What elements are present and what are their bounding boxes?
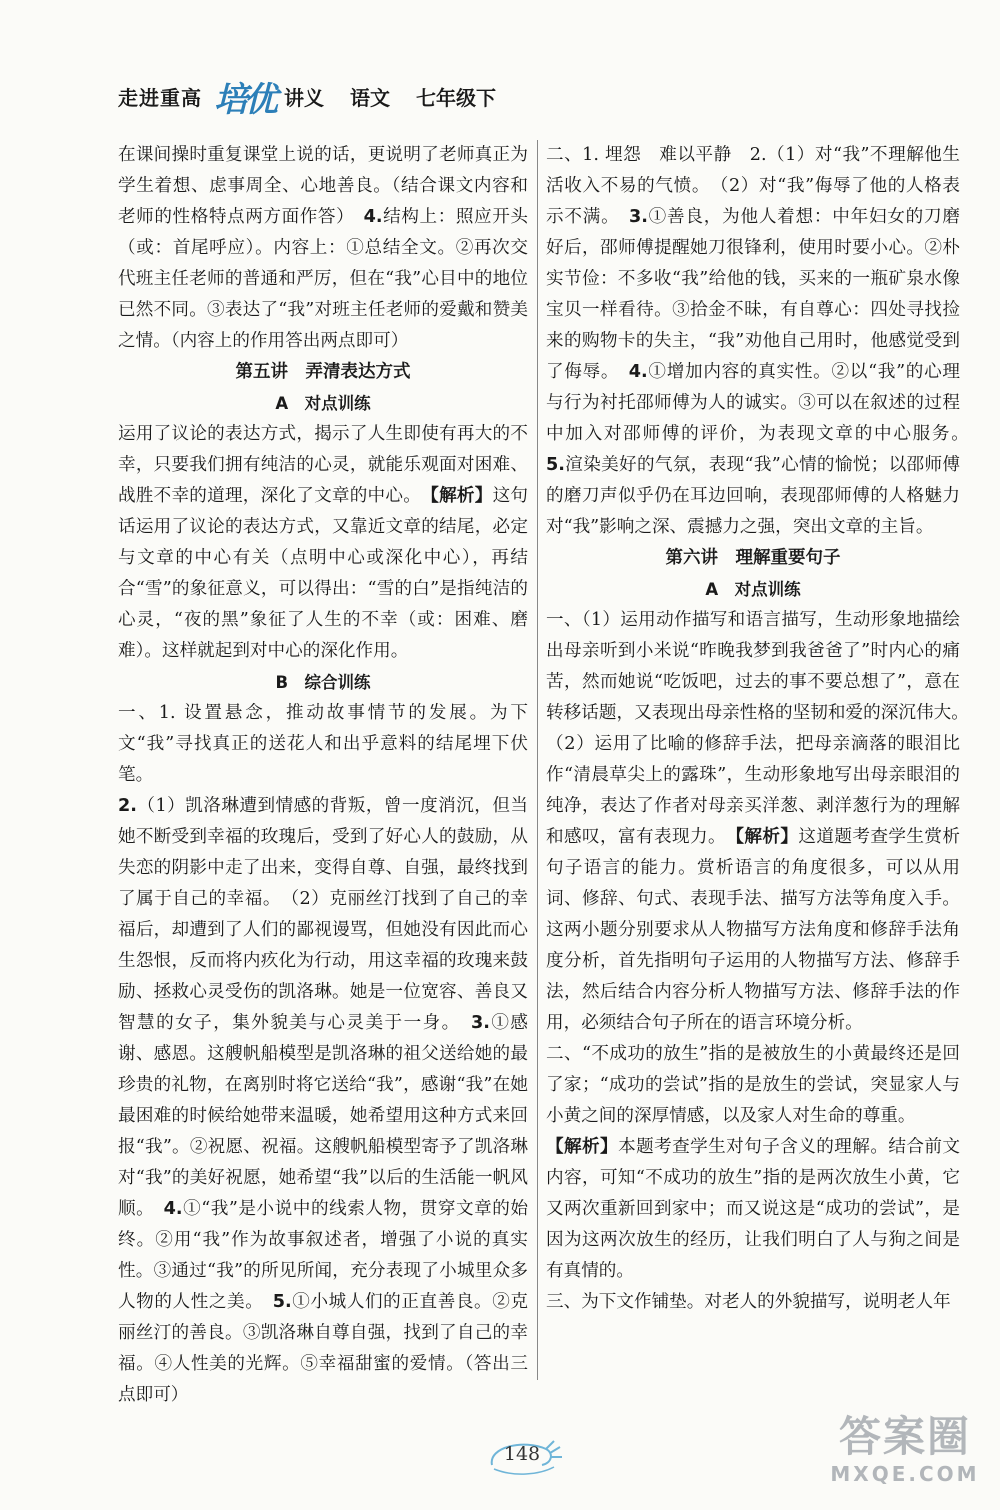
paragraph: 一、1. 设置悬念，推动故事情节的发展。为下文“我”寻找真正的送花人和出乎意料的结尾埋下伏笔。	[118, 703, 528, 785]
page-header	[118, 70, 496, 122]
page-footer	[484, 1435, 564, 1481]
section-title: 第五讲 弄清表达方式	[235, 362, 411, 382]
left-column	[118, 140, 528, 1411]
paragraph: 三、为下文作铺垫。对老人的外貌描写，说明老人年	[546, 1292, 951, 1312]
page-number: 148	[503, 1443, 541, 1465]
paragraph: 二、1. 埋怨 难以平静 2.（1）对“我”不理解他生活收入不易的气愤。 （2）对“我”侮辱了他的人格表示不满。 3.①善良，为他人着想：中年妇女的刀磨好后，邵师傅提醒她刀很锋利，使用时要小心。②朴实节俭：不多收“我”给他的钱，买来的一瓶矿泉水像宝贝一样看待。③拾金不昧，有自尊心：四处寻找捡来的购物卡的失主，“我”劝他自己用时，他感觉受到了侮辱。 4.①增加内容的真实性。②以“我”的心理与行为衬托邵师傅为人的诚实。③可以在叙述的过程中加入对邵师傅的评价，为表现文章的中心服务。 5.渲染美好的气氛，表现“我”心情的愉悦；以邵师傅的磨刀声似乎仍在耳边回响，表现邵师傅的人格魅力对“我”影响之深、震撼力之强，突出文章的主旨。	[546, 145, 960, 537]
paragraph: 运用了议论的表达方式，揭示了人生即使有再大的不幸，只要我们拥有纯洁的心灵，就能乐观面对困难、战胜不幸的道理，深化了文章的中心。 【解析】这句话运用了议论的表达方式，又靠近文章的结尾，必定与文章的中心有关（点明中心或深化中心），再结合“雪”的象征意义，可以得出：“雪的白”是指纯洁的心灵，“夜的黑”象征了人生的不幸（或：困难、磨难）。这样就起到对中心的深化作用。	[118, 424, 528, 661]
paragraph: 一、（1）运用动作描写和语言描写，生动形象地描绘出母亲听到小米说“昨晚我梦到我爸爸了”时内心的痛苦，然而她说“吃饭吧，过去的事不要总想了”，意在转移话题，又表现出母亲性格的坚韧和爱的深沉伟大。 （2）运用了比喻的修辞手法，把母亲滴落的眼泪比作“清晨草尖上的露珠”，生动形象地写出母亲眼泪的纯净，表达了作者对母亲买洋葱、剥洋葱行为的理解和感叹，富有表现力。 【解析】这道题考查学生赏析句子语言的能力。赏析语言的角度很多，可以从用词、修辞、句式、表现手法、描写方法等角度入手。这两小题分别要求从人物描写方法角度和修辞手法角度分析，首先指明句子运用的人物描写方法、修辞手法，然后结合内容分析人物描写方法、修辞手法的作用，必须结合句子所在的语言环境分析。	[546, 610, 978, 1033]
section-title: 第六讲 理解重要句子	[665, 548, 841, 568]
paragraph: 【解析】本题考查学生对句子含义的理解。结合前文内容，可知“不成功的放生”指的是两次放生小黄，它又两次重新回到家中；而又说这是“成功的尝试”，是因为这两次放生的经历，让我们明白了人与狗之间是有真情的。	[546, 1137, 960, 1281]
subsection-title: A 对点训练	[275, 394, 371, 413]
brand-logo: 培优	[214, 79, 274, 120]
series-title: 走进重高	[118, 85, 202, 110]
paragraph: 二、“不成功的放生”指的是被放生的小黄最终还是回了家；“成功的尝试”指的是放生的尝试，突显家人与小黄之间的深厚情感，以及家人对生命的尊重。	[546, 1044, 960, 1126]
column-divider	[537, 140, 538, 1380]
right-column	[546, 140, 978, 1318]
subsection-title: A 对点训练	[705, 580, 801, 599]
paragraph: 2.（1）凯洛琳遭到情感的背叛，曾一度消沉，但当她不断受到幸福的玫瑰后，受到了好心人的鼓励，从失恋的阴影中走了出来，变得自尊、自强，最终找到了属于自己的幸福。 （2）克丽丝汀找到了自己的幸福后，却遭到了人们的鄙视谩骂，但她没有因此而心生怨恨，反而将内疚化为行动，用这幸福的玫瑰来鼓励、拯救心灵受伤的凯洛琳。她是一位宽容、善良又智慧的女子，集外貌美与心灵美于一身。 3.①感谢、感恩。这艘帆船模型是凯洛琳的祖父送给她的最珍贵的礼物，在离别时将它送给“我”，感谢“我”在她最困难的时候给她带来温暖，她希望用这种方式来回报“我”。②祝愿、祝福。这艘帆船模型寄予了凯洛琳对“我”的美好祝愿，她希望“我”以后的生活能一帆风顺。 4.①“我”是小说中的线索人物，贯穿文章的始终。②用“我”作为故事叙述者，增强了小说的真实性。③通过“我”的所见所闻，充分表现了小城里众多人物的人性之美。 5.①小城人们的正直善良。②克丽丝汀的善良。③凯洛琳自尊自强，找到了自己的幸福。④人性美的光辉。⑤幸福甜蜜的爱情。（答出三点即可）	[118, 796, 528, 1405]
paragraph: 在课间操时重复课堂上说的话，更说明了老师真正为学生着想、虑事周全、心地善良。（结合课文内容和老师的性格特点两方面作答） 4.结构上：照应开头（或：首尾呼应）。内容上：①总结全文。②再次交代班主任老师的普通和严厉，但在“我”心目中的地位已然不同。③表达了“我”对班主任老师的爱戴和赞美之情。（内容上的作用答出两点即可）	[118, 145, 528, 351]
grade: 七年级下	[416, 85, 496, 110]
watermark-logo: 答案圈 MXQE.COM	[830, 1412, 980, 1486]
subject: 语文	[350, 85, 390, 110]
subsection-title: B 综合训练	[275, 673, 371, 692]
book-kind: 讲义	[284, 85, 324, 110]
